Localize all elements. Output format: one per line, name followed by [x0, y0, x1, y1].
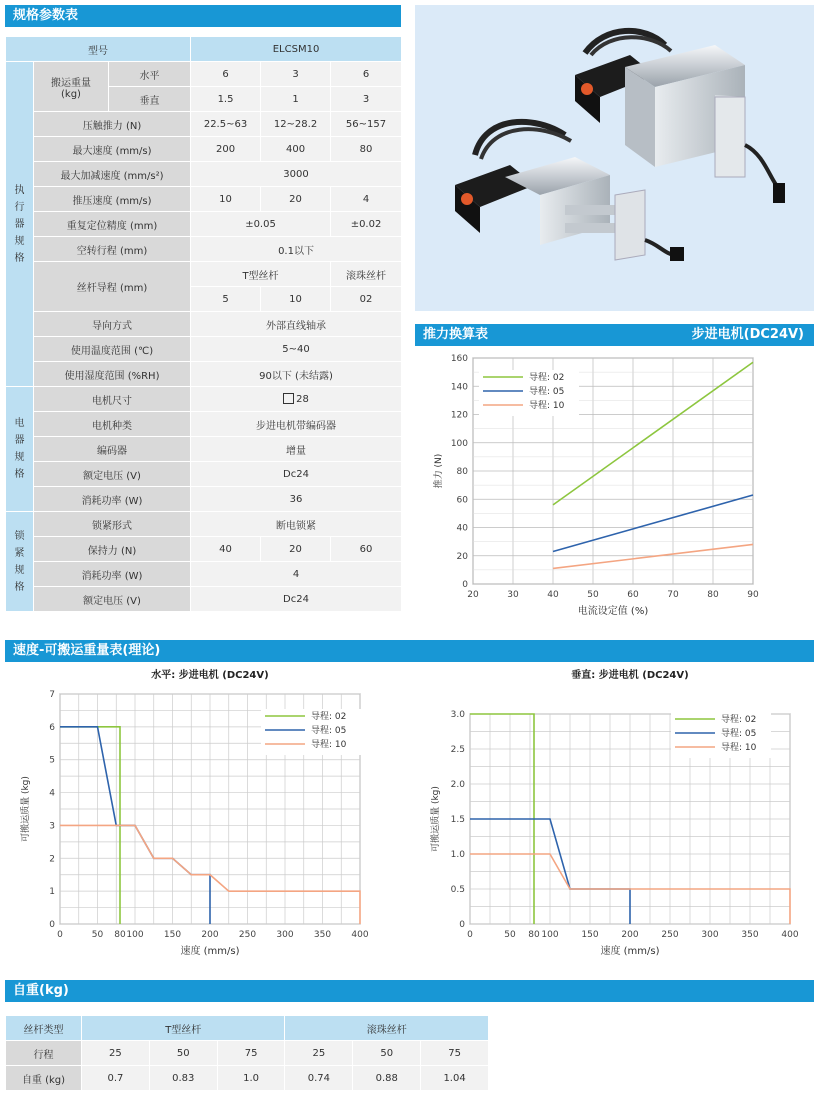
x-tick-label: 250 — [238, 930, 257, 940]
y-axis-label: 可搬运质量 (kg) — [431, 786, 441, 852]
cell: 0.74 — [285, 1066, 353, 1091]
x-tick-label: 350 — [741, 930, 759, 940]
legend-label: 导程: 05 — [311, 726, 347, 736]
y-tick-label: 2 — [49, 854, 55, 865]
x-tick-label: 50 — [91, 930, 104, 940]
cell: 20 — [261, 187, 331, 212]
x-tick-label: 300 — [276, 930, 294, 940]
cell: 步进电机带编码器 — [191, 412, 402, 437]
legend-label: 导程: 10 — [529, 401, 565, 411]
y-axis-label: 推力 (N) — [434, 453, 444, 489]
x-tick-label: 30 — [507, 590, 519, 600]
cell: 12~28.2 — [261, 112, 331, 137]
thrust-title-bar — [415, 324, 814, 346]
y-tick-label: 160 — [450, 354, 468, 364]
cell: 80 — [331, 137, 402, 162]
x-tick-label: 100 — [126, 930, 144, 940]
speed-load-title-bar — [5, 640, 814, 662]
table-row — [6, 237, 402, 262]
cell: 3 — [331, 87, 402, 112]
y-tick-label: 1.0 — [450, 850, 465, 860]
table-row — [6, 387, 402, 412]
cell: 5 — [191, 287, 261, 312]
y-tick-label: 100 — [450, 438, 468, 449]
table-row — [6, 587, 402, 612]
x-tick-label: 150 — [163, 930, 182, 940]
x-tick-label: 20 — [467, 590, 479, 600]
cell: 6 — [331, 62, 402, 87]
y-tick-label: 0 — [459, 920, 465, 930]
speed-load-title: 速度-可搬运重量表(理论) — [13, 643, 161, 658]
weight-title: 自重(kg) — [13, 983, 69, 998]
legend-label: 导程: 10 — [311, 740, 347, 750]
table-row — [6, 512, 402, 537]
legend-label: 导程: 02 — [529, 373, 565, 383]
x-tick-label: 40 — [547, 590, 559, 600]
x-axis-label: 电流设定值 (%) — [577, 606, 649, 617]
cell: 外部直线轴承 — [191, 312, 402, 337]
x-axis-label: 速度 (mm/s) — [180, 946, 240, 957]
y-tick-label: 80 — [456, 467, 468, 477]
motor-size-label: 电机尺寸 — [34, 387, 191, 412]
legend-label: 导程: 02 — [721, 715, 757, 725]
y-tick-label: 1.5 — [450, 815, 465, 825]
ball-screw-header: 滚珠丝杆 — [285, 1016, 489, 1041]
x-tick-label: 70 — [667, 590, 679, 600]
x-tick-label: 400 — [781, 930, 799, 940]
cell: 20 — [261, 537, 331, 562]
cell: 50 — [353, 1041, 421, 1066]
cell: 50 — [149, 1041, 217, 1066]
thrust-chart — [415, 350, 814, 625]
legend-label: 导程: 02 — [311, 712, 347, 722]
table-row — [6, 62, 402, 87]
cell: 0.1以下 — [191, 237, 402, 262]
y-tick-label: 1 — [49, 887, 55, 898]
legend-label: 导程: 05 — [529, 387, 565, 397]
cell: 6 — [191, 62, 261, 87]
lock-power-label: 消耗功率 (W) — [34, 562, 191, 587]
cell: 10 — [191, 187, 261, 212]
cell: 25 — [285, 1041, 353, 1066]
table-row — [6, 162, 402, 187]
weight-title-bar — [5, 980, 814, 1002]
motor-type-label: 电机种类 — [34, 412, 191, 437]
vertical-label: 垂直 — [109, 87, 191, 112]
y-tick-label: 2.0 — [450, 780, 465, 790]
y-tick-label: 0 — [462, 580, 468, 590]
x-tick-label: 250 — [661, 930, 679, 940]
y-tick-label: 0 — [49, 920, 55, 930]
cell: 60 — [331, 537, 402, 562]
table-row — [6, 562, 402, 587]
cell: 36 — [191, 487, 402, 512]
cell: 0.83 — [149, 1066, 217, 1091]
thrust-subtitle: 步进电机(DC24V) — [691, 327, 804, 342]
group-lock — [6, 512, 34, 612]
temp-label: 使用温度范围 (℃) — [34, 337, 191, 362]
model-value: ELCSM10 — [191, 37, 402, 62]
cell: 75 — [421, 1041, 489, 1066]
legend-label: 导程: 10 — [721, 743, 757, 753]
horizontal-load-chart — [5, 664, 405, 974]
cell: 22.5~63 — [191, 112, 261, 137]
x-tick-label: 80 — [707, 590, 719, 600]
ball-screw-header: 滚珠丝杆 — [331, 262, 402, 287]
cell: 断电锁紧 — [191, 512, 402, 537]
spec-title-bar — [5, 5, 401, 27]
spec-table — [5, 36, 402, 612]
y-tick-label: 3.0 — [450, 710, 465, 720]
type-label: 丝杆类型 — [6, 1016, 82, 1041]
x-tick-label: 200 — [621, 930, 639, 940]
motor-size-value: 28 — [296, 394, 309, 405]
legend-label: 导程: 05 — [721, 729, 757, 739]
x-tick-label: 90 — [747, 590, 759, 600]
vertical-load-chart — [415, 664, 815, 974]
x-tick-label: 80 — [528, 930, 540, 940]
x-tick-label: 80 — [114, 930, 126, 940]
group-lock-label: 锁紧规格 — [14, 530, 25, 593]
chart-title: 垂直: 步进电机 (DC24V) — [571, 670, 689, 681]
cell: Dc24 — [191, 462, 402, 487]
x-tick-label: 100 — [541, 930, 559, 940]
cell: ±0.05 — [191, 212, 331, 237]
table-row — [6, 37, 402, 62]
group-motor-label: 电器规格 — [14, 418, 25, 480]
y-tick-label: 3 — [49, 821, 55, 832]
model-label: 型号 — [6, 37, 191, 62]
cell: 10 — [261, 287, 331, 312]
cell: 增量 — [191, 437, 402, 462]
load-label-text: 搬运重量 (kg) — [51, 77, 91, 100]
table-row — [6, 1016, 489, 1041]
y-tick-label: 6 — [49, 722, 55, 733]
x-axis-label: 速度 (mm/s) — [600, 946, 660, 957]
x-tick-label: 400 — [351, 930, 369, 940]
cell: 400 — [261, 137, 331, 162]
y-tick-label: 40 — [456, 523, 468, 534]
table-row — [6, 312, 402, 337]
cell: 56~157 — [331, 112, 402, 137]
table-row — [6, 412, 402, 437]
hold-force-label: 保持力 (N) — [34, 537, 191, 562]
cell: 1.0 — [217, 1066, 285, 1091]
horizontal-label: 水平 — [109, 62, 191, 87]
cell: 02 — [331, 287, 402, 312]
table-row — [6, 462, 402, 487]
power-label: 消耗功率 (W) — [34, 487, 191, 512]
cell: 3000 — [191, 162, 402, 187]
table-row — [6, 137, 402, 162]
cell: 25 — [82, 1041, 150, 1066]
table-row — [6, 537, 402, 562]
t-screw-header: T型丝杆 — [82, 1016, 285, 1041]
max-speed-label: 最大速度 (mm/s) — [34, 137, 191, 162]
stroke-label: 行程 — [6, 1041, 82, 1066]
x-tick-label: 0 — [57, 930, 63, 940]
weight-table — [5, 1015, 489, 1091]
cell: 3 — [261, 62, 331, 87]
spec-title: 规格参数表 — [13, 8, 79, 23]
y-tick-label: 140 — [450, 382, 468, 393]
guide-label: 导向方式 — [34, 312, 191, 337]
cell: 90以下 (未结露) — [191, 362, 402, 387]
table-row — [6, 187, 402, 212]
table-row — [6, 112, 402, 137]
y-tick-label: 20 — [456, 551, 468, 562]
y-axis-label: 可搬运质量 (kg) — [21, 776, 31, 842]
y-tick-label: 5 — [49, 755, 55, 766]
cell: 4 — [191, 562, 402, 587]
cell: 1.5 — [191, 87, 261, 112]
push-force-label: 压触推力 (N) — [34, 112, 191, 137]
cell: Dc24 — [191, 587, 402, 612]
table-row — [6, 262, 402, 287]
cell: 5~40 — [191, 337, 402, 362]
table-row — [6, 337, 402, 362]
cell: 1.04 — [421, 1066, 489, 1091]
cell: 1 — [261, 87, 331, 112]
group-actuator — [6, 62, 34, 387]
cell: 40 — [191, 537, 261, 562]
x-tick-label: 0 — [467, 930, 473, 940]
y-tick-label: 2.5 — [450, 745, 465, 755]
cell: 0.7 — [82, 1066, 150, 1091]
table-row — [6, 362, 402, 387]
load-label — [34, 62, 109, 112]
square-icon — [283, 393, 294, 404]
x-tick-label: 50 — [504, 930, 516, 940]
x-tick-label: 350 — [313, 930, 332, 940]
lock-type-label: 锁紧形式 — [34, 512, 191, 537]
x-tick-label: 200 — [201, 930, 219, 940]
y-tick-label: 4 — [49, 788, 55, 799]
x-tick-label: 150 — [581, 930, 599, 940]
table-row — [6, 437, 402, 462]
y-tick-label: 120 — [450, 410, 468, 421]
cell: ±0.02 — [331, 212, 402, 237]
table-row — [6, 212, 402, 237]
rated-voltage-label: 额定电压 (V) — [34, 462, 191, 487]
product-photo — [415, 5, 814, 311]
encoder-label: 编码器 — [34, 437, 191, 462]
x-tick-label: 60 — [627, 590, 639, 600]
x-tick-label: 50 — [587, 590, 599, 600]
cell: 75 — [217, 1041, 285, 1066]
repeat-label: 重复定位精度 (mm) — [34, 212, 191, 237]
group-actuator-label: 执行器规格 — [14, 184, 25, 264]
y-tick-label: 0.5 — [450, 885, 465, 895]
motor-size-cell — [191, 387, 402, 412]
table-row — [6, 487, 402, 512]
cell: 0.88 — [353, 1066, 421, 1091]
y-tick-label: 60 — [456, 495, 468, 506]
cell: 200 — [191, 137, 261, 162]
weight-label: 自重 (kg) — [6, 1066, 82, 1091]
push-speed-label: 推压速度 (mm/s) — [34, 187, 191, 212]
t-screw-header: T型丝杆 — [191, 262, 331, 287]
y-tick-label: 7 — [49, 690, 55, 700]
table-row — [6, 1066, 489, 1091]
lock-voltage-label: 额定电压 (V) — [34, 587, 191, 612]
table-row — [6, 1041, 489, 1066]
group-motor — [6, 387, 34, 512]
lost-motion-label: 空转行程 (mm) — [34, 237, 191, 262]
lead-label: 丝杆导程 (mm) — [34, 262, 191, 312]
x-tick-label: 300 — [701, 930, 719, 940]
thrust-title: 推力换算表 — [423, 327, 489, 342]
chart-title: 水平: 步进电机 (DC24V) — [151, 670, 269, 681]
humidity-label: 使用湿度范围 (%RH) — [34, 362, 191, 387]
max-accel-label: 最大加减速度 (mm/s²) — [34, 162, 191, 187]
cell: 4 — [331, 187, 402, 212]
